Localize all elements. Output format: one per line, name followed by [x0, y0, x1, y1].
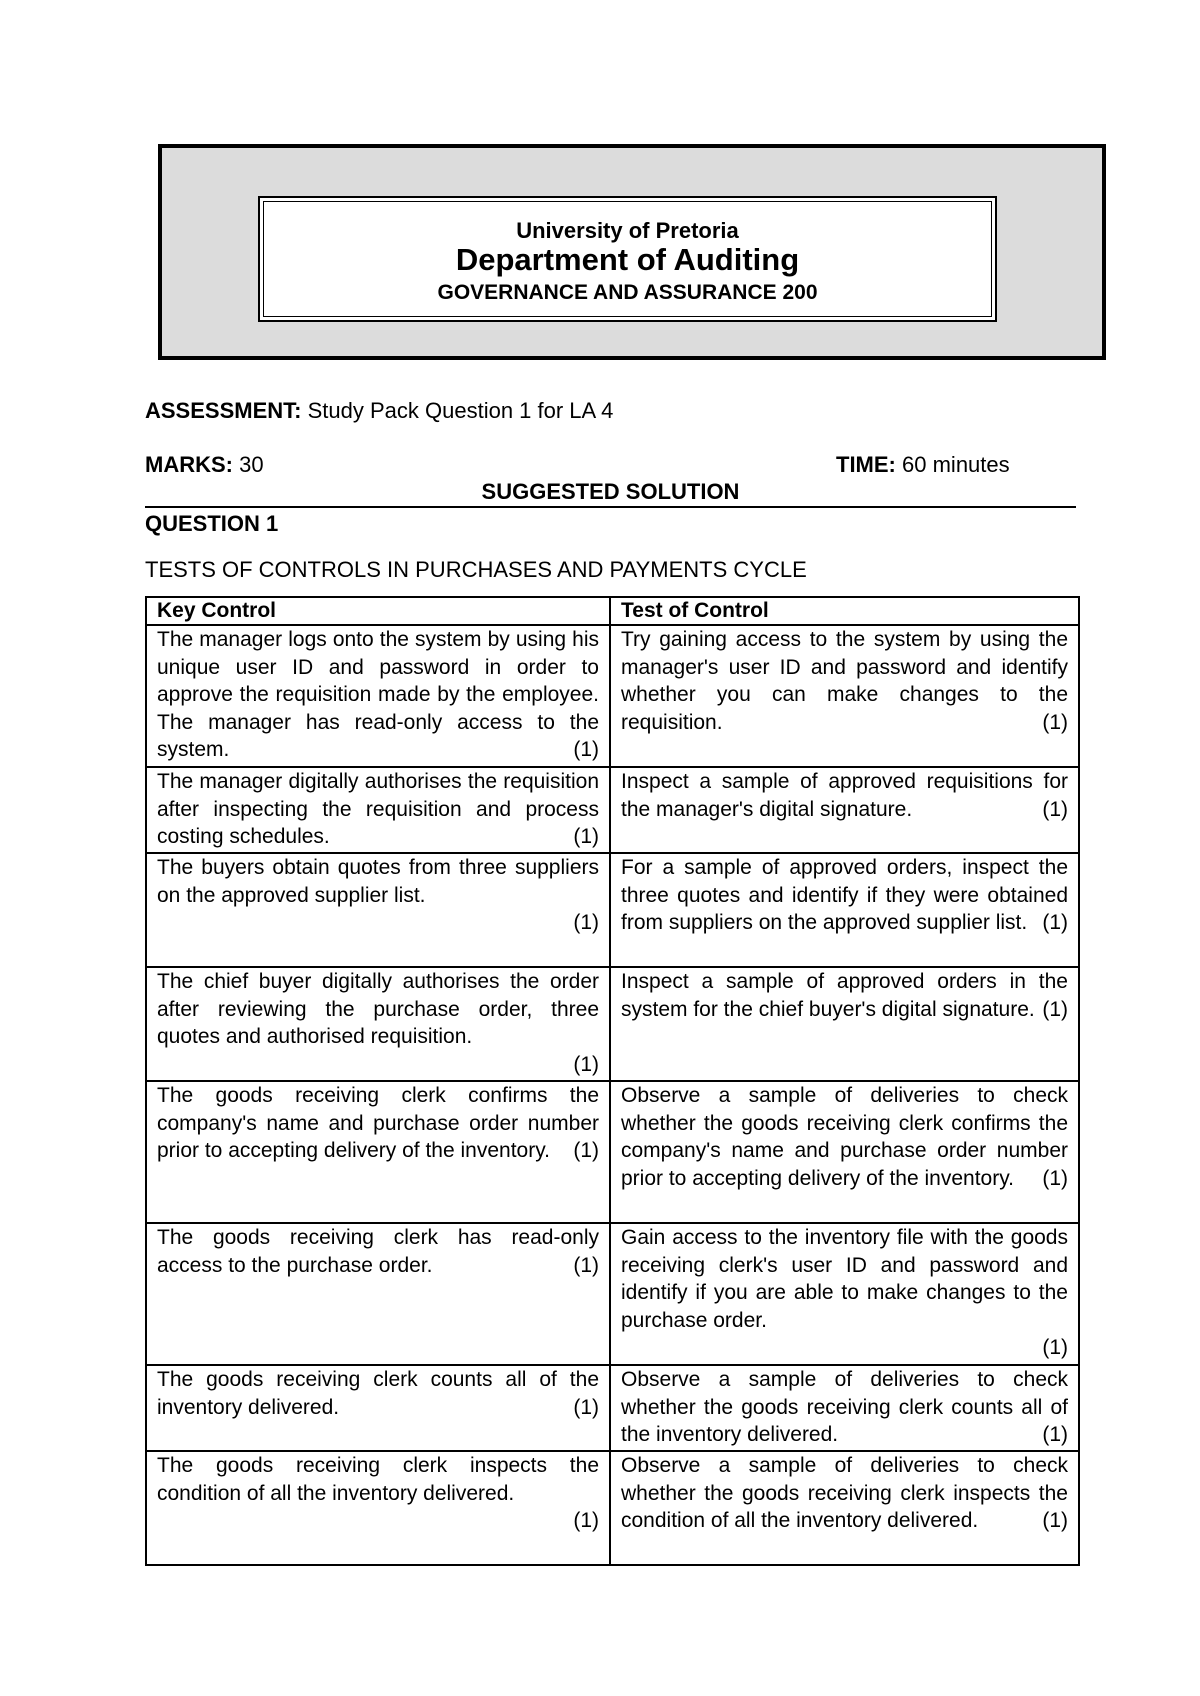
key-control-cell: The goods receiving clerk counts all of the inventory delivered. (1)	[146, 1365, 610, 1451]
header-title-frame	[258, 196, 997, 322]
marks-label: MARKS:	[145, 452, 233, 477]
mark-label: (1)	[573, 1139, 599, 1163]
test-of-control-cell: Observe a sample of deliveries to check whether the goods receiving clerk confirms the company's name and purchase order number prior to accepting delivery of the inventory. (1)	[610, 1081, 1079, 1223]
university-name: University of Pretoria	[516, 218, 739, 243]
marks-line	[145, 452, 264, 478]
key-control-cell: The goods receiving clerk confirms the company's name and purchase order number prior to accepting delivery of the inventory. (1)	[146, 1081, 610, 1223]
mark-label: (1)	[573, 738, 599, 762]
controls-table	[145, 596, 1080, 1566]
table-row	[146, 767, 1079, 853]
table-row	[146, 853, 1079, 967]
department-name: Department of Auditing	[455, 242, 800, 277]
test-of-control-cell: Inspect a sample of approved requisitions for the manager's digital signature. (1)	[610, 767, 1079, 853]
table-row	[146, 1451, 1079, 1565]
key-control-cell: The chief buyer digitally authorises the order after reviewing the purchase order, three quotes and authorised requisition. (1)	[146, 967, 610, 1081]
mark-label: (1)	[573, 1052, 599, 1076]
time-line	[836, 452, 1010, 478]
test-of-control-cell: For a sample of approved orders, inspect the three quotes and identify if they were obtained from suppliers on the approved supplier list. (1)	[610, 853, 1079, 967]
mark-label: (1)	[1042, 710, 1068, 734]
title-rule	[145, 506, 1076, 508]
mark-label: (1)	[1042, 1509, 1068, 1533]
key-control-cell: The buyers obtain quotes from three suppliers on the approved supplier list. (1)	[146, 853, 610, 967]
test-of-control-cell: Observe a sample of deliveries to check whether the goods receiving clerk counts all of the inventory delivered. (1)	[610, 1365, 1079, 1451]
table-row	[146, 625, 1079, 767]
test-of-control-cell: Try gaining access to the system by using the manager's user ID and password and identify whether you can make changes to the requisition. (1)	[610, 625, 1079, 767]
time-value: 60 minutes	[902, 452, 1010, 477]
header-box	[158, 144, 1106, 360]
assessment-label: ASSESSMENT:	[145, 398, 302, 423]
key-control-cell: The manager logs onto the system by using his unique user ID and password in order to approve the requisition made by the employee. The manager has read-only access to the system. (1)	[146, 625, 610, 767]
course-name: GOVERNANCE AND ASSURANCE 200	[437, 281, 818, 304]
table-row	[146, 1081, 1079, 1223]
mark-label: (1)	[573, 1395, 599, 1419]
key-control-cell: The goods receiving clerk has read-only access to the purchase order. (1)	[146, 1223, 610, 1365]
marks-value: 30	[239, 452, 264, 477]
mark-label: (1)	[573, 1509, 599, 1533]
test-of-control-cell: Gain access to the inventory file with the goods receiving clerk's user ID and password and identify if you are able to make changes to the purchase order. (1)	[610, 1223, 1079, 1365]
time-label: TIME:	[836, 452, 896, 477]
header-test-of-control: Test of Control	[610, 597, 1079, 625]
header-key-control: Key Control	[146, 597, 610, 625]
key-control-cell: The goods receiving clerk inspects the condition of all the inventory delivered. (1)	[146, 1451, 610, 1565]
table-row	[146, 1365, 1079, 1451]
mark-label: (1)	[1042, 1423, 1068, 1447]
test-of-control-cell: Observe a sample of deliveries to check whether the goods receiving clerk inspects the condition of all the inventory delivered. (1)	[610, 1451, 1079, 1565]
assessment-value: Study Pack Question 1 for LA 4	[307, 398, 614, 423]
test-of-control-cell: Inspect a sample of approved orders in the system for the chief buyer's digital signature. (1)	[610, 967, 1079, 1081]
mark-label: (1)	[1042, 997, 1068, 1021]
assessment-line	[145, 398, 613, 424]
mark-label: (1)	[1042, 911, 1068, 935]
table-header-row	[146, 597, 1079, 625]
mark-label: (1)	[1042, 797, 1068, 821]
section-title: TESTS OF CONTROLS IN PURCHASES AND PAYMENTS CYCLE	[145, 557, 807, 582]
mark-label: (1)	[573, 825, 599, 849]
table-row	[146, 967, 1079, 1081]
mark-label: (1)	[573, 911, 599, 935]
mark-label: (1)	[1042, 1336, 1068, 1360]
key-control-cell: The manager digitally authorises the requisition after inspecting the requisition and process costing schedules. (1)	[146, 767, 610, 853]
solution-title: SUGGESTED SOLUTION	[481, 479, 740, 504]
table-row	[146, 1223, 1079, 1365]
question-title: QUESTION 1	[145, 511, 279, 536]
mark-label: (1)	[573, 1253, 599, 1277]
mark-label: (1)	[1042, 1166, 1068, 1190]
